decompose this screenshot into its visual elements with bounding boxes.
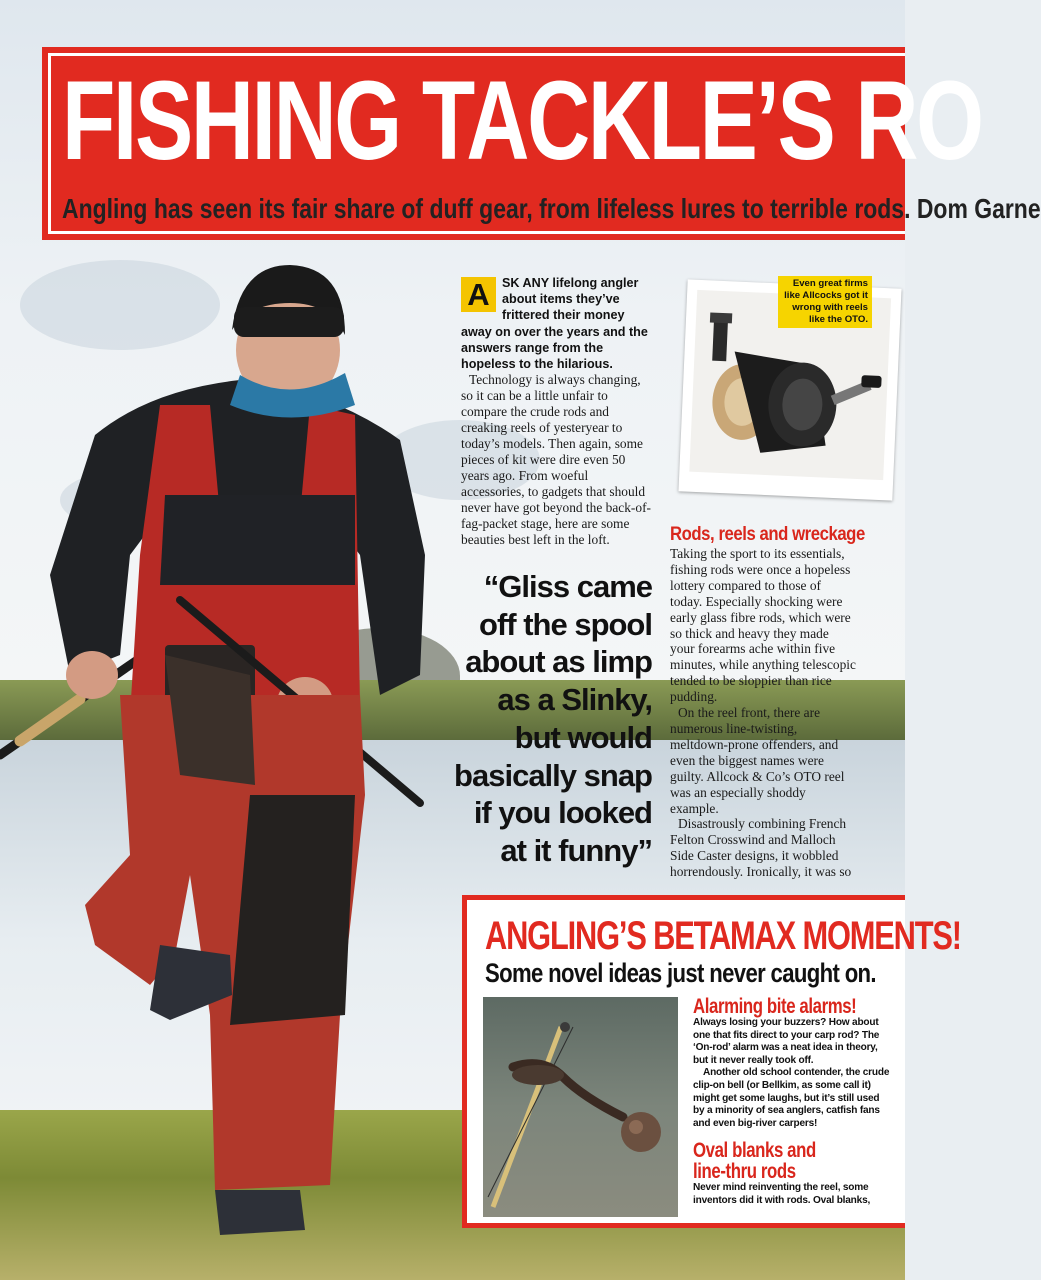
page-headline: FISHING TACKLE’S RO — [62, 58, 982, 183]
pull-quote-line: if you looked — [473, 795, 652, 831]
pull-quote-line: but would — [514, 719, 652, 755]
betamax-subhead: Alarming bite alarms! — [693, 995, 857, 1018]
pull-quote-line: at it funny” — [500, 832, 652, 868]
betamax-title: ANGLING’S BETAMAX MOMENTS! — [485, 914, 961, 958]
article-subhead: Rods, reels and wreckage — [670, 524, 865, 545]
pull-quote-line: off the spool — [479, 606, 652, 642]
betamax-paragraph: Always losing your buzzers? How about one that fits direct to your carp rod? The ‘On-rod’ alarm was a neat idea in theory, but it never really took off. — [693, 1017, 880, 1066]
pull-quote-line: about as limp — [465, 644, 652, 680]
betamax-paragraph: Another old school contender, the crude clip-on bell (or Bellkim, as some call it) might get some laughs, but it’s still used by a minority of sea anglers, catfish fans and even big-river carpers! — [693, 1067, 890, 1129]
betamax-subhead: Oval blanks and — [693, 1139, 816, 1163]
angler-photo — [0, 255, 460, 1245]
pull-quote-line: “Gliss came — [483, 569, 652, 604]
pull-quote-line: basically snap — [454, 757, 652, 793]
pull-quote — [440, 568, 652, 870]
bite-alarm-photo — [483, 997, 678, 1217]
betamax-paragraph: Never mind reinventing the reel, some inventors did it with rods. Oval blanks, — [693, 1182, 871, 1206]
pull-quote-line: as a Slinky, — [497, 682, 652, 718]
intro-text — [461, 275, 654, 548]
drop-cap: A — [461, 277, 496, 312]
standfirst: Angling has seen its fair share of duff gear, from lifeless lures to terrible rods. Dom Garne — [62, 193, 1041, 224]
article-paragraph: On the reel front, there are numerous line-twisting, meltdown-prone offenders, and even the biggest names were guilty. Allcock & Co’s OTO reel was an especially shoddy example. — [670, 705, 845, 816]
article-paragraph: Disastrously combining French Felton Crosswind and Malloch Side Caster designs, it wobbled horrendously. Ironically, it was so — [670, 816, 852, 880]
betamax-sidebar — [462, 895, 961, 1228]
header-banner — [42, 47, 1041, 240]
betamax-subtitle: Some novel ideas just never caught on. — [485, 958, 876, 988]
article-column — [670, 524, 865, 880]
betamax-subhead: line-thru rods — [693, 1160, 796, 1184]
intro-lead: SK ANY lifelong angler about items they’ve frittered their money away on over the years and the answers range from the hopeless to the hilarious. — [461, 276, 648, 372]
article-paragraph: Taking the sport to its essentials, fishing rods were once a hopeless lottery compared to those of today. Especially shocking were early glass fibre rods, which were so thick and heavy they made your forearms ache within five minutes, while anything telescopic tended to be sloppier than rice pudding. — [670, 546, 856, 705]
intro-paragraph: Technology is always changing, so it can be a little unfair to compare the crude rods and creaking reels of yesteryear to today’s models. Then again, some pieces of kit were dire even 50 years ago. From woeful accessories, to gadgets that should never have got beyond the back-of-fag-packet stage, here are some beauties best left in the loft. — [461, 372, 651, 548]
bell-bite-alarm-image — [483, 997, 678, 1217]
reel-caption: Even great firms like Allcocks got it wrong with reels like the OTO. — [778, 276, 872, 328]
betamax-text — [693, 996, 893, 1208]
